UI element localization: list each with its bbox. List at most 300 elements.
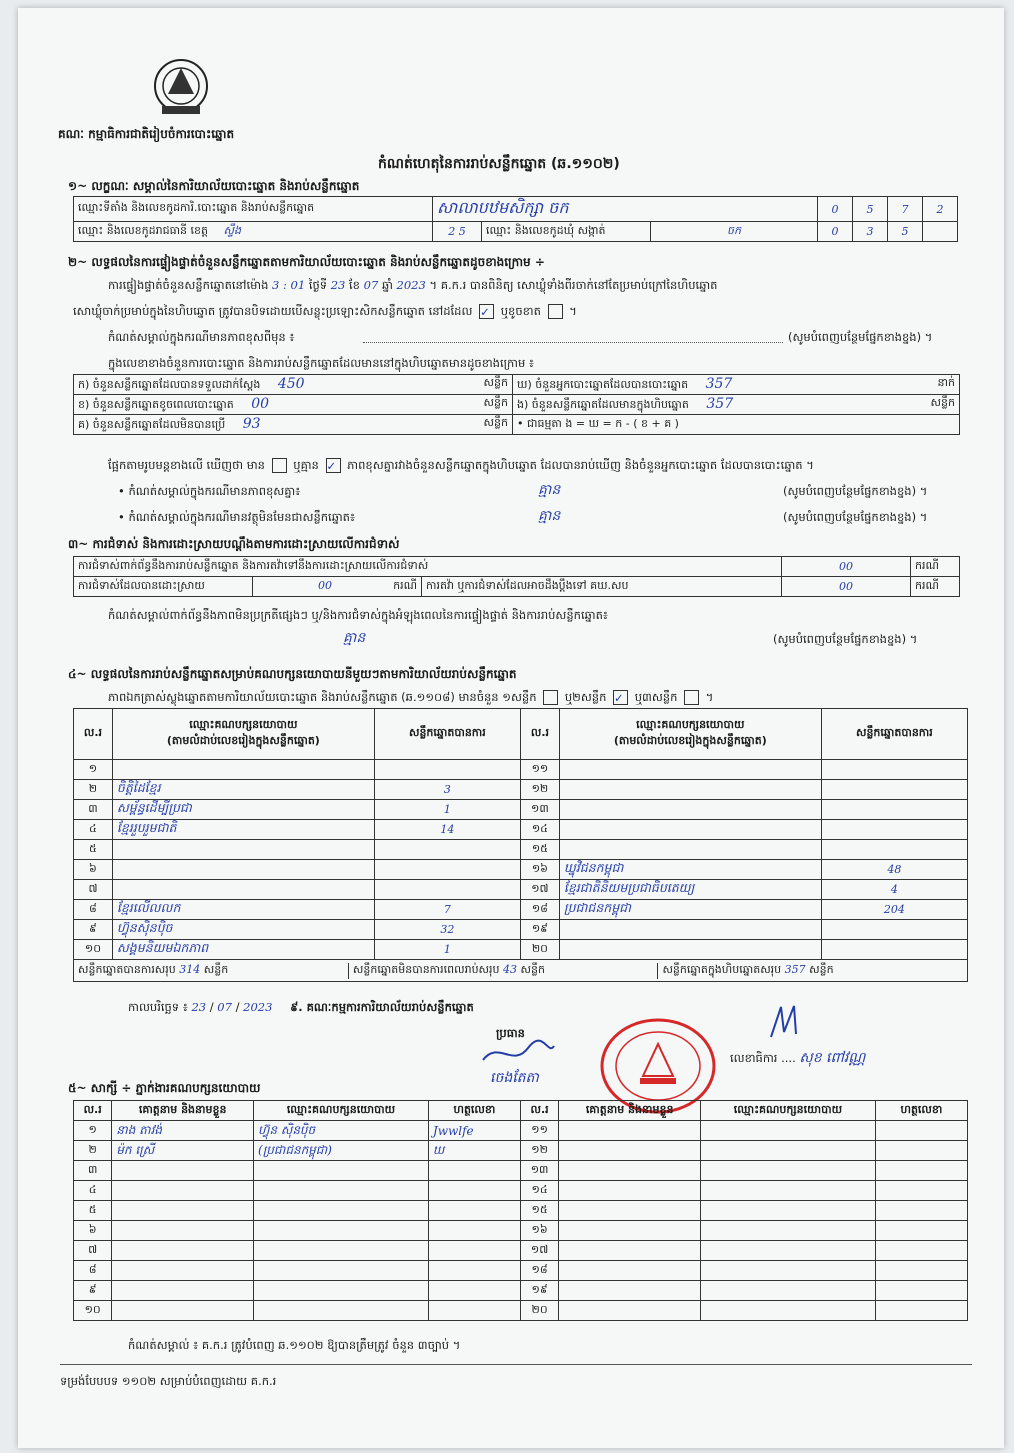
results-party-left <box>112 860 374 880</box>
results-party-header-right: ឈ្មោះគណបក្សនយោបាយ <box>636 718 745 731</box>
commune-code-1: 0 <box>818 222 853 242</box>
compare-none-text: ឬគ្មាន <box>293 458 319 472</box>
witness-row <box>74 1261 968 1281</box>
bullet2-hint: (សូមបំពេញបន្ថែមផ្នែកខាងខ្នង) ។ <box>783 510 928 524</box>
witness-name-right <box>559 1281 701 1301</box>
witness-sign-left <box>428 1181 520 1201</box>
witness-no-right: ១៩ <box>520 1281 558 1301</box>
witness-no-right: ១១ <box>520 1121 558 1141</box>
results-no-left: ៥ <box>74 840 113 860</box>
day-label: ថ្ងៃទី <box>308 278 328 292</box>
total-invalid-unit: សន្លឹក <box>520 962 545 976</box>
witness-party-right <box>701 1141 876 1161</box>
witness-sign-right <box>875 1221 967 1241</box>
section2-heading: ២~ លទ្ធផលនៃការផ្ទៀងផ្ទាត់ចំនួនសន្លឹកឆ្នោតតាមការិយាល័យបោះឆ្នោត និងរាប់សន្លឹកឆ្នោតដូចខាងក្រោម ÷ <box>68 255 545 269</box>
difference-no-checkbox[interactable]: ✓ <box>326 458 341 473</box>
witness-row <box>74 1241 968 1261</box>
results-no-left: ៨ <box>74 900 113 920</box>
totals-row <box>74 960 968 982</box>
witness-party-right <box>701 1281 876 1301</box>
results-votes-left <box>374 860 520 880</box>
secretary-name: សុខ ពៅវណ្ណ <box>799 1050 866 1066</box>
witness-sign-right <box>875 1141 967 1161</box>
summary-e-unit: សន្លឹក <box>930 395 955 409</box>
witness-sign-right <box>875 1281 967 1301</box>
summary-d-value: 357 <box>705 375 733 392</box>
witness-no-left: ៤ <box>74 1181 112 1201</box>
witness-name-left <box>112 1241 254 1261</box>
results-votes-left <box>374 880 520 900</box>
summary-row-b <box>74 395 513 415</box>
witness-sign-left <box>428 1161 520 1181</box>
results-no-left: ៩ <box>74 920 113 940</box>
results-party-left: សង្គមនិយមឯកភាព <box>112 940 374 960</box>
results-votes-right <box>821 940 967 960</box>
witness-col-name-right: គោត្តនាម និងនាមខ្លួន <box>559 1101 701 1121</box>
witness-name-right <box>559 1181 701 1201</box>
commune-code-2: 3 <box>853 222 888 242</box>
results-votes-left: 7 <box>374 900 520 920</box>
results-row <box>74 800 968 820</box>
results-no-right: ១១ <box>520 760 559 780</box>
footnote: កំណត់សម្គាល់ ៖ គ.ក.រ ត្រូវបំពេញ ឆ.១១០២ ឱ្យបានត្រឹមត្រូវ ចំនួន ៣ច្បាប់ ។ <box>128 1338 461 1352</box>
compare-text: ផ្អែកតាមរូបមន្តខាងលើ ឃើញថា មាន <box>108 458 265 472</box>
three-sheet-text: ឬ៣សន្លឹក <box>634 690 678 704</box>
witness-no-left: ៣ <box>74 1161 112 1181</box>
two-sheet-checkbox[interactable]: ✓ <box>613 690 628 705</box>
date-day: 23 <box>191 1000 207 1014</box>
witness-col-party-right: ឈ្មោះគណបក្សនយោបាយ <box>701 1101 876 1121</box>
signer-title: ៩. គណៈកម្មការការិយាល័យរាប់សន្លឹកឆ្នោត <box>290 1000 474 1014</box>
summary-row-a <box>74 375 513 395</box>
summary-a-label: ក) ចំនួនសន្លឹកឆ្នោតដែលបានទទួលដាក់ស្ដែង <box>78 377 261 391</box>
witness-sign-left: Jwwlfe <box>428 1121 520 1141</box>
results-row <box>74 900 968 920</box>
results-no-right: ១២ <box>520 780 559 800</box>
results-party-left <box>112 840 374 860</box>
section5-heading: ៥~ សាក្សី ÷ ភ្នាក់ងារគណបក្សនយោបាយ <box>68 1081 261 1095</box>
witness-name-right <box>559 1261 701 1281</box>
witness-name-right <box>559 1221 701 1241</box>
results-votes-right <box>821 820 967 840</box>
committee-name: គណៈ កម្មាធិការជាតិរៀបចំការបោះឆ្នោត <box>58 127 235 141</box>
summary-d-label: ឃ) ចំនួនអ្នកបោះឆ្នោតដែលបានបោះឆ្នោត <box>517 377 689 391</box>
verification-year: 2023 <box>396 278 426 292</box>
bullet1-hint: (សូមបំពេញបន្ថែមផ្នែកខាងខ្នង) ។ <box>783 484 928 498</box>
total-invalid-cell <box>349 963 659 979</box>
total-valid-label: សន្លឹកឆ្នោតបានការសរុប <box>78 962 176 976</box>
seal-intact-checkbox[interactable]: ✓ <box>479 304 494 319</box>
witness-sign-right <box>875 1161 967 1181</box>
witness-party-right <box>701 1181 876 1201</box>
summary-row-e <box>513 395 960 415</box>
seal-text: សោឃ្លុំចាក់ប្រមាប់ក្នុងនៃហិបឆ្នោត ត្រូវបានបិទដោយបើសន្លុះប្រឡោះសិកសន្លឹកឆ្នោត នៅដដែល <box>73 304 473 318</box>
president-label: ប្រធាន <box>496 1026 525 1040</box>
verification-day: 23 <box>330 278 346 292</box>
results-row <box>74 760 968 780</box>
nec-emblem-icon <box>148 54 214 124</box>
witness-sign-left <box>428 1221 520 1241</box>
witness-party-left <box>254 1301 429 1321</box>
results-party-right <box>559 940 821 960</box>
witness-name-right <box>559 1301 701 1321</box>
station-label: ឈ្មោះទីតាំង និងលេខកូដការិ.បោះឆ្នោត និងរាប់សន្លឹកឆ្នោត <box>74 197 433 222</box>
results-no-left: ៣ <box>74 800 113 820</box>
note-line <box>108 330 978 347</box>
results-party-right: ប្រជាជនកម្ពុជា <box>559 900 821 920</box>
summary-formula: • ជាធម្មតា ង = ឃ = ក - ( ខ + គ ) <box>513 415 960 435</box>
witness-name-right <box>559 1121 701 1141</box>
witness-name-left <box>112 1301 254 1321</box>
results-party-left: ខ្មែរលើលលក <box>112 900 374 920</box>
results-col-no-left: ល.រ <box>74 709 113 760</box>
station-table <box>73 196 958 242</box>
total-box-unit: សន្លឹក <box>809 962 834 976</box>
results-row <box>74 920 968 940</box>
witness-no-left: ៦ <box>74 1221 112 1241</box>
witness-no-right: ១៨ <box>520 1261 558 1281</box>
results-votes-right <box>821 780 967 800</box>
objection-label: ការជំទាស់ពាក់ព័ន្ធនឹងការរាប់សន្លឹកឆ្នោត និងការតវ៉ាទៅនឹងការដោះស្រាយលើការជំទាស់ <box>74 557 782 577</box>
total-box-value: 357 <box>784 962 806 976</box>
section3-heading: ៣~ ការជំទាស់ និងការដោះស្រាយបណ្ដឹងតាមការដោះស្រាយលើការជំទាស់ <box>68 537 400 551</box>
one-sheet-checkbox[interactable] <box>543 690 558 705</box>
results-party-left: ហ៊្វុនស៊ិនប៉ិច <box>112 920 374 940</box>
witness-row <box>74 1221 968 1241</box>
results-votes-right <box>821 920 967 940</box>
results-no-left: ៤ <box>74 820 113 840</box>
station-code-1: 0 <box>818 197 853 222</box>
section1-heading: ១~ លក្ខណៈ សម្គាល់នៃការិយាល័យបោះឆ្នោត និងរាប់សន្លឹកឆ្នោត <box>68 179 360 193</box>
objection-unit: ករណី <box>911 557 960 577</box>
results-col-party-left <box>112 709 374 760</box>
results-no-left: ២ <box>74 780 113 800</box>
results-row <box>74 940 968 960</box>
total-box-cell <box>658 963 967 979</box>
commune-code-blank <box>923 222 958 242</box>
witness-name-left <box>112 1261 254 1281</box>
summary-e-value: 357 <box>706 395 734 412</box>
president-name: ចេងតែតា <box>490 1070 539 1086</box>
witness-no-right: ១៤ <box>520 1181 558 1201</box>
witness-sign-left <box>428 1241 520 1261</box>
witness-name-right <box>559 1141 701 1161</box>
witness-party-right <box>701 1161 876 1181</box>
results-votes-right <box>821 800 967 820</box>
results-votes-left: 3 <box>374 780 520 800</box>
results-no-right: ១៤ <box>520 820 559 840</box>
results-no-left: ៧ <box>74 880 113 900</box>
irregularity-note: កំណត់សម្គាល់ពាក់ព័ន្ធនឹងភាពមិនប្រក្រតីផ្សេងៗ ឬ/និងការជំទាស់ក្នុងអំឡុងពេលនៃការផ្ទៀងផ្ទាត់ និងការរាប់សន្លឹកឆ្នោត៖ <box>108 608 608 622</box>
secretary-initials <box>766 1002 806 1042</box>
witness-party-right <box>701 1301 876 1321</box>
province-label-text: ឈ្មោះ និងលេខកូដរាជធានី ខេត្ត <box>78 223 208 237</box>
results-no-right: ២០ <box>520 940 559 960</box>
witness-row <box>74 1201 968 1221</box>
commune-value: ចក <box>651 222 818 242</box>
witness-sign-right <box>875 1121 967 1141</box>
difference-yes-checkbox[interactable] <box>272 458 287 473</box>
section4-heading: ៤~ លទ្ធផលនៃការរាប់សន្លឹកឆ្នោតសម្រាប់គណបក្សនយោបាយនីមួយៗតាមការិយាល័យរាប់សន្លឹកឆ្នោត <box>68 667 517 681</box>
results-party-left: ចិត្តិដៃខ្មែរ <box>112 780 374 800</box>
results-votes-left: 14 <box>374 820 520 840</box>
commune-label: ឈ្មោះ និងលេខកូដឃុំ សង្កាត់ <box>482 222 651 242</box>
results-row <box>74 840 968 860</box>
witness-table <box>73 1100 968 1321</box>
bullet2-value: គ្មាន <box>538 508 561 524</box>
station-code-4: 2 <box>923 197 958 222</box>
witness-row <box>74 1141 968 1161</box>
witness-party-left <box>254 1281 429 1301</box>
objection-value: 00 <box>782 557 911 577</box>
witness-no-left: ២ <box>74 1141 112 1161</box>
witness-party-right <box>701 1201 876 1221</box>
appeal-unit: ករណី <box>911 577 960 597</box>
total-box-label: សន្លឹកឆ្នោតក្នុងហិបឆ្នោតសរុប <box>662 962 782 976</box>
secretary-label: លេខាធិការ <box>730 1051 778 1065</box>
results-party-sub-left: (តាមលំដាប់លេខរៀងក្នុងសន្លឹកឆ្នោត) <box>166 734 320 747</box>
objection-table <box>73 556 960 597</box>
results-party-right <box>559 760 821 780</box>
witness-sign-right <box>875 1201 967 1221</box>
sheet-count-line: ភាពឯកត្រាស់ស្លុងឆ្នោតតាមការិយាល័យបោះឆ្នោត និងរាប់សន្លឹកឆ្នោត (ឆ.១១០៨) មានចំនួន ១សន្លឹក ឬ២សន្លឹក ✓ ឬ៣សន្លឹក ។ <box>108 690 714 705</box>
ballot-summary-table <box>73 374 960 435</box>
witness-col-name-left: គោត្តនាម និងនាមខ្លួន <box>112 1101 254 1121</box>
witness-party-left: ហ៊្វុន ស៊ិនប៉ិច <box>254 1121 429 1141</box>
results-votes-left <box>374 840 520 860</box>
date-line: កាលបរិច្ឆេទ ៖ 23 / 07 / 2023 ៩. គណៈកម្មការការិយាល័យរាប់សន្លឹកឆ្នោត <box>128 1000 474 1014</box>
compare-end-text: ភាពខុសគ្នារវាងចំនួនសន្លឹកឆ្នោតក្នុងហិបឆ្នោត ដែលបានរាប់ឃើញ និងចំនួនអ្នកបោះឆ្នោត ដែលបានបោះឆ្នោត ។ <box>347 458 814 472</box>
irregularity-value: គ្មាន <box>343 630 366 646</box>
results-no-right: ១៦ <box>520 860 559 880</box>
results-col-no-right: ល.រ <box>520 709 559 760</box>
witness-party-left <box>254 1241 429 1261</box>
verification-text-end: ។ គ.ក.រ បានពិនិត្យ សោឃ្លុំទាំងពីរចាក់នៅតែប្រមាប់ក្រៅនៃហិបឆ្នោត <box>429 278 718 292</box>
results-body <box>74 760 968 960</box>
summary-a-value: 450 <box>277 375 305 392</box>
verification-month: 07 <box>363 278 379 292</box>
witness-no-left: ៩ <box>74 1281 112 1301</box>
witness-no-left: ៥ <box>74 1201 112 1221</box>
form-note: ទម្រង់បែបបទ ១១០២ សម្រាប់បំពេញដោយ គ.ក.រ <box>60 1374 277 1388</box>
results-votes-right: 4 <box>821 880 967 900</box>
seal-line: សោឃ្លុំចាក់ប្រមាប់ក្នុងនៃហិបឆ្នោត ត្រូវបានបិទដោយបើសន្លុះប្រឡោះសិកសន្លឹកឆ្នោត នៅដដែល ✓ ឬខូចខាត ។ <box>73 304 577 319</box>
witness-no-right: ១៧ <box>520 1241 558 1261</box>
witness-no-left: ៧ <box>74 1241 112 1261</box>
province-code: 2 5 <box>433 222 482 242</box>
summary-b-value: 00 <box>251 395 270 412</box>
results-party-right <box>559 920 821 940</box>
results-row <box>74 860 968 880</box>
resolved-value <box>253 577 422 597</box>
witness-no-left: ១០ <box>74 1301 112 1321</box>
summary-row-d <box>513 375 960 395</box>
results-votes-right <box>821 760 967 780</box>
verification-line <box>108 278 988 295</box>
summary-c-label: គ) ចំនួនសន្លឹកឆ្នោតដែលមិនបានប្រើ <box>78 417 226 431</box>
results-no-right: ១៨ <box>520 900 559 920</box>
witness-name-left: នាង តាវង់ <box>112 1121 254 1141</box>
results-no-left: ១ <box>74 760 113 780</box>
results-votes-left <box>374 760 520 780</box>
witness-sign-left <box>428 1281 520 1301</box>
witness-sign-left <box>428 1201 520 1221</box>
results-no-right: ១៥ <box>520 840 559 860</box>
results-row <box>74 880 968 900</box>
results-party-sub-right: (តាមលំដាប់លេខរៀងក្នុងសន្លឹកឆ្នោត) <box>613 734 767 747</box>
witness-party-right <box>701 1221 876 1241</box>
form-title: កំណត់ហេតុនៃការរាប់សន្លឹកឆ្នោត (ឆ.១១០២) <box>378 156 620 172</box>
sheet-count-text: ភាពឯកត្រាស់ស្លុងឆ្នោតតាមការិយាល័យបោះឆ្នោត និងរាប់សន្លឹកឆ្នោត (ឆ.១១០៨) មានចំនួន ១សន្លឹក <box>108 690 537 704</box>
total-valid-cell <box>74 963 349 979</box>
station-value: សាលាបឋមសិក្សា ចក <box>433 197 818 222</box>
month-label: ខែ <box>349 278 360 292</box>
results-party-left <box>112 880 374 900</box>
witness-row <box>74 1181 968 1201</box>
results-votes-left: 1 <box>374 800 520 820</box>
witness-row <box>74 1281 968 1301</box>
results-votes-right: 48 <box>821 860 967 880</box>
province-value: ស្ទឹង <box>223 223 241 237</box>
bullet2-line <box>118 510 968 527</box>
results-party-right <box>559 840 821 860</box>
commune-code-3: 5 <box>888 222 923 242</box>
irregularity-hint: (សូមបំពេញបន្ថែមផ្នែកខាងខ្នង) ។ <box>773 632 918 646</box>
compare-line <box>108 458 988 475</box>
resolved-unit: ករណី <box>393 578 417 592</box>
verification-text: ការផ្ទៀងផ្ទាត់ចំនួនសន្លឹកឆ្នោតនៅម៉ោង <box>108 278 269 292</box>
witness-party-left <box>254 1261 429 1281</box>
witness-party-left <box>254 1201 429 1221</box>
witness-body <box>74 1121 968 1321</box>
witness-party-left: (ប្រជាជនកម្ពុជា) <box>254 1141 429 1161</box>
witness-col-no-right: ល.រ <box>520 1101 558 1121</box>
witness-sign-right <box>875 1301 967 1321</box>
witness-party-right <box>701 1121 876 1141</box>
three-sheet-checkbox[interactable] <box>684 690 699 705</box>
summary-b-unit: សន្លឹក <box>483 395 508 409</box>
witness-party-left <box>254 1181 429 1201</box>
appeal-value: 00 <box>782 577 911 597</box>
results-col-votes-right: សន្លឹកឆ្នោតបានការ <box>821 709 967 760</box>
summary-c-unit: សន្លឹក <box>483 415 508 429</box>
results-row <box>74 780 968 800</box>
form-page <box>18 8 1004 1448</box>
resolved-label: ការជំទាស់ដែលបានដោះស្រាយ <box>74 577 253 597</box>
results-no-right: ១៩ <box>520 920 559 940</box>
witness-no-right: ២០ <box>520 1301 558 1321</box>
results-col-votes-left: សន្លឹកឆ្នោតបានការ <box>374 709 520 760</box>
summary-row-c <box>74 415 513 435</box>
total-valid-unit: សន្លឹក <box>203 962 229 976</box>
witness-no-right: ១៣ <box>520 1161 558 1181</box>
witness-name-left: ម៉ក ស្រេី <box>112 1141 254 1161</box>
resolved-number: 00 <box>318 578 333 592</box>
results-no-right: ១៣ <box>520 800 559 820</box>
appeal-label: ការតវ៉ា ឬការជំទាស់ដែលអាចដឹងប្ដឹងទៅ គឃ.សប <box>422 577 782 597</box>
summary-e-label: ង) ចំនួនសន្លឹកឆ្នោតដែលមានក្នុងហិបឆ្នោត <box>517 397 689 411</box>
results-table <box>73 708 968 982</box>
bullet2-label: • កំណត់សម្គាល់ក្នុងករណីមានវត្ថុមិនមែនជាសន្លឹកឆ្នោត៖ <box>118 510 356 524</box>
bullet1-value: គ្មាន <box>538 482 561 498</box>
witness-no-right: ១៥ <box>520 1201 558 1221</box>
witness-name-left <box>112 1161 254 1181</box>
results-party-right: ខ្មែរជាតិនិយមប្រជាធិបតេយ្យ <box>559 880 821 900</box>
witness-sign-left <box>428 1301 520 1321</box>
province-label <box>74 222 433 242</box>
witness-party-left <box>254 1161 429 1181</box>
witness-sign-left <box>428 1261 520 1281</box>
date-year: 2023 <box>243 1000 273 1014</box>
president-signature <box>478 1038 558 1068</box>
results-party-left: ខ្មែររួបរួមជាតិ <box>112 820 374 840</box>
results-party-right <box>559 800 821 820</box>
witness-no-right: ១២ <box>520 1141 558 1161</box>
results-party-right <box>559 820 821 840</box>
witness-sign-left: ឃ <box>428 1141 520 1161</box>
summary-d-unit: នាក់ <box>937 375 955 389</box>
results-party-right: ឃ្នុវិជនកម្ពុជា <box>559 860 821 880</box>
results-party-left <box>112 760 374 780</box>
results-votes-left: 1 <box>374 940 520 960</box>
results-row <box>74 820 968 840</box>
total-valid-value: 314 <box>179 962 201 976</box>
verification-time: 3 : 01 <box>272 278 306 292</box>
results-votes-right: 204 <box>821 900 967 920</box>
date-month: 07 <box>217 1000 232 1014</box>
summary-b-label: ខ) ចំនួនសន្លឹកឆ្នោតខូចពេលបោះឆ្នោត <box>78 397 234 411</box>
note-label: កំណត់សម្គាល់ក្នុងករណីមានភាពខុសពីមុន ៖ <box>108 330 295 344</box>
witness-name-left <box>112 1201 254 1221</box>
witness-sign-right <box>875 1261 967 1281</box>
note-dots <box>363 342 783 343</box>
summary-c-value: 93 <box>242 415 261 432</box>
witness-row <box>74 1301 968 1321</box>
results-party-header-left: ឈ្មោះគណបក្សនយោបាយ <box>189 718 298 731</box>
witness-name-right <box>559 1201 701 1221</box>
witness-row <box>74 1121 968 1141</box>
results-votes-left: 32 <box>374 920 520 940</box>
results-no-left: ១០ <box>74 940 113 960</box>
results-no-right: ១៧ <box>520 880 559 900</box>
witness-sign-right <box>875 1241 967 1261</box>
results-party-right <box>559 780 821 800</box>
station-code-3: 7 <box>888 197 923 222</box>
witness-col-sign-right: ហត្ថលេខា <box>875 1101 967 1121</box>
seal-damaged-checkbox[interactable] <box>548 304 563 319</box>
seal-damaged-text: ឬខូចខាត <box>500 304 541 318</box>
summary-a-unit: សន្លឹក <box>483 375 508 389</box>
bullet1-label: • កំណត់សម្គាល់ក្នុងករណីមានភាពខុសគ្នា៖ <box>118 484 301 498</box>
witness-no-right: ១៦ <box>520 1221 558 1241</box>
witness-party-left <box>254 1221 429 1241</box>
results-col-party-right <box>559 709 821 760</box>
witness-col-sign-left: ហត្ថលេខា <box>428 1101 520 1121</box>
witness-name-left <box>112 1181 254 1201</box>
witness-col-no-left: ល.រ <box>74 1101 112 1121</box>
year-label: ឆ្នាំ <box>381 278 393 292</box>
witness-name-left <box>112 1281 254 1301</box>
witness-party-right <box>701 1261 876 1281</box>
witness-party-right <box>701 1241 876 1261</box>
witness-name-right <box>559 1241 701 1261</box>
witness-no-left: ៨ <box>74 1261 112 1281</box>
total-invalid-value: 43 <box>503 962 518 976</box>
footer-divider <box>60 1364 972 1365</box>
total-invalid-label: សន្លឹកឆ្នោតមិនបានការពេលរាប់សរុប <box>352 962 500 976</box>
secretary-line: លេខាធិការ .... សុខ ពៅវណ្ណ <box>730 1050 866 1066</box>
station-code-2: 5 <box>853 197 888 222</box>
